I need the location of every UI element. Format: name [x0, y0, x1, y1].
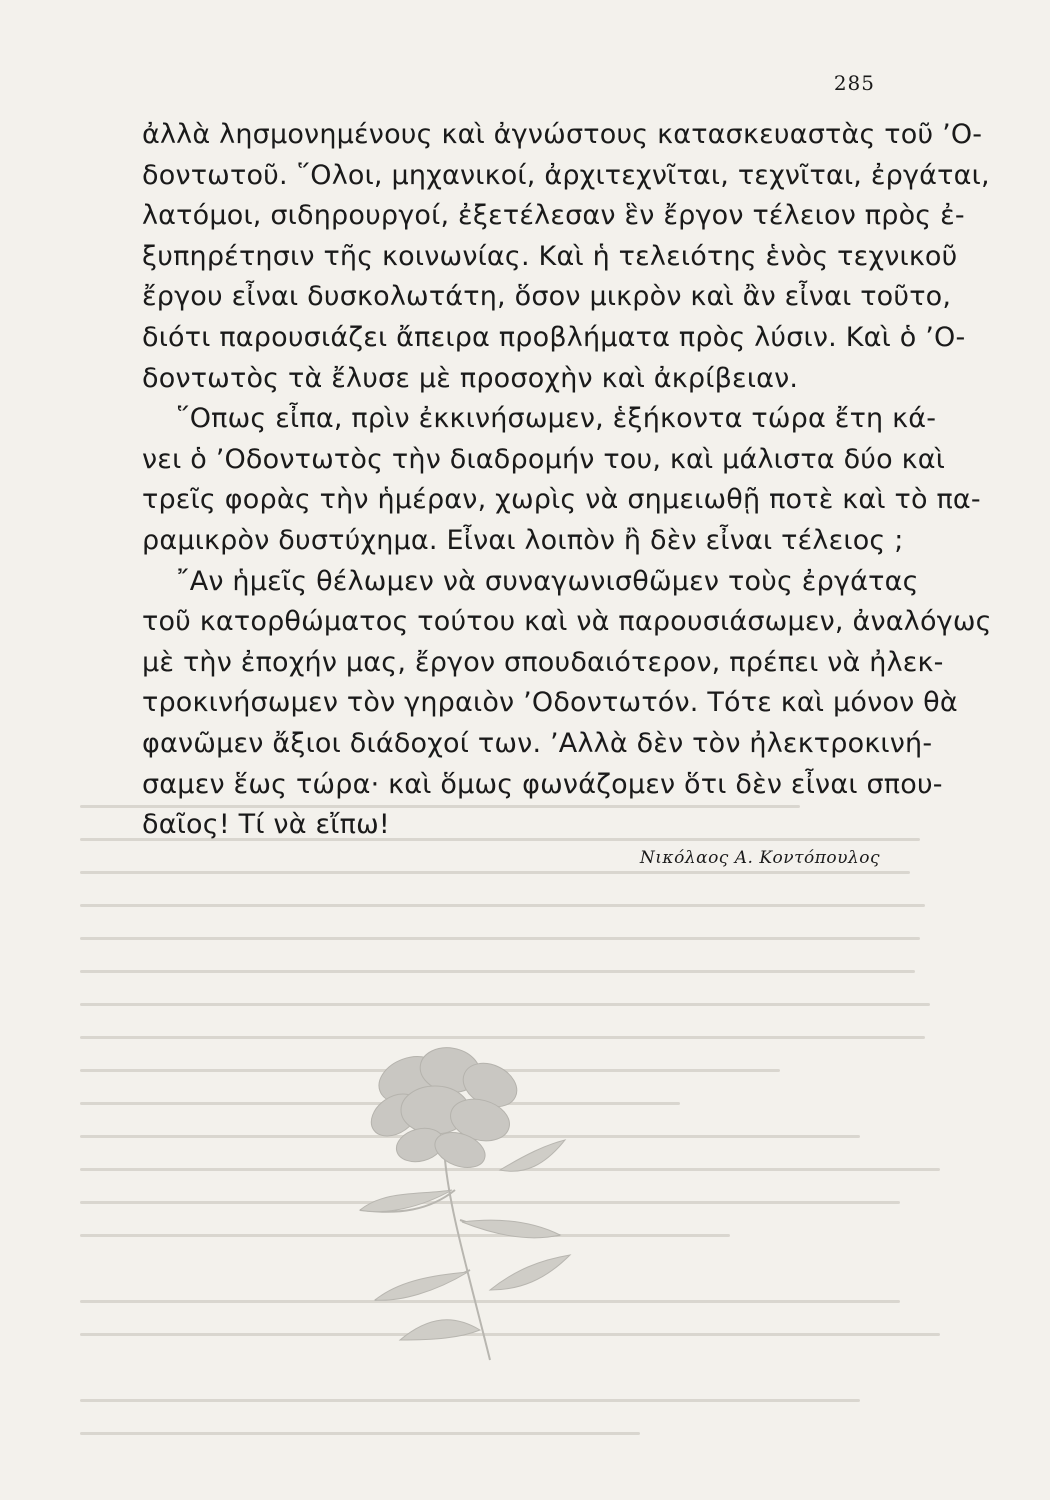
bleed-line: [80, 988, 940, 1021]
text-line: τροκινήσωμεν τὸν γηραιὸν ’Οδοντωτόν. Τότε καὶ μόνον θὰ: [142, 687, 958, 719]
body-text: [142, 115, 992, 846]
text-line: νει ὁ ’Οδοντωτὸς τὴν διαδρομήν του, καὶ μάλιστα δύο καὶ: [142, 443, 946, 475]
page-number: 285: [833, 71, 875, 95]
text-line: ἔργου εἶναι δυσκολωτάτη, ὅσον μικρὸν καὶ ἂν εἶναι τοῦτο,: [142, 281, 952, 313]
bleed-line: [80, 1384, 940, 1417]
bleed-line: [80, 889, 940, 922]
flower-illustration: [340, 1040, 580, 1380]
text-line: δοντωτὸς τὰ ἔλυσε μὲ προσοχὴν καὶ ἀκρίβειαν.: [142, 362, 799, 394]
text-line: τρεῖς φορὰς τὴν ἡμέραν, χωρὶς νὰ σημειωθῇ ποτὲ καὶ τὸ πα-: [142, 484, 981, 516]
bleed-line: [80, 1417, 940, 1450]
text-line: δοντωτοῦ. ῞Ολοι, μηχανικοί, ἀρχιτεχνῖται, τεχνῖται, ἐργάται,: [142, 159, 990, 191]
bleed-line: [80, 955, 940, 988]
text-line: ῎Αν ἡμεῖς θέλωμεν νὰ συναγωνισθῶμεν τοὺς ἐργάτας: [176, 565, 919, 597]
text-line: φανῶμεν ἄξιοι διάδοχοί των. ’Αλλὰ δὲν τὸν ἠλεκτροκινή-: [142, 727, 933, 759]
text-line: ἀλλὰ λησμονημένους καὶ ἀγνώστους κατασκευαστὰς τοῦ ’Ο-: [142, 119, 983, 150]
text-line: μὲ τὴν ἐποχήν μας, ἔργον σπουδαιότερον, πρέπει νὰ ἠλεκ-: [142, 646, 944, 678]
text-line: σαμεν ἕως τώρα· καὶ ὅμως φωνάζομεν ὅτι δὲν εἶναι σπου-: [142, 768, 943, 800]
bleed-line: [80, 922, 940, 955]
text-line: λατόμοι, σιδηρουργοί, ἐξετέλεσαν ἓν ἔργον τέλειον πρὸς ἐ-: [142, 200, 965, 232]
text-line: ῞Οπως εἶπα, πρὶν ἐκκινήσωμεν, ἑξήκοντα τώρα ἔτη κά-: [176, 403, 937, 435]
text-line: ραμικρὸν δυστύχημα. Εἶναι λοιπὸν ἢ δὲν εἶναι τέλειος ;: [142, 524, 904, 556]
text-line: τοῦ κατορθώματος τούτου καὶ νὰ παρουσιάσωμεν, ἀναλόγως: [142, 606, 992, 638]
text-line: διότι παρουσιάζει ἄπειρα προβλήματα πρὸς λύσιν. Καὶ ὁ ’Ο-: [142, 321, 966, 353]
text-line: ξυπηρέτησιν τῆς κοινωνίας. Καὶ ἡ τελειότης ἑνὸς τεχνικοῦ: [142, 240, 958, 272]
author-signature: Νικόλαος Α. Κοντόπουλος: [639, 848, 880, 868]
text-line: δαῖος! Τί νὰ εἴπω!: [142, 809, 390, 841]
